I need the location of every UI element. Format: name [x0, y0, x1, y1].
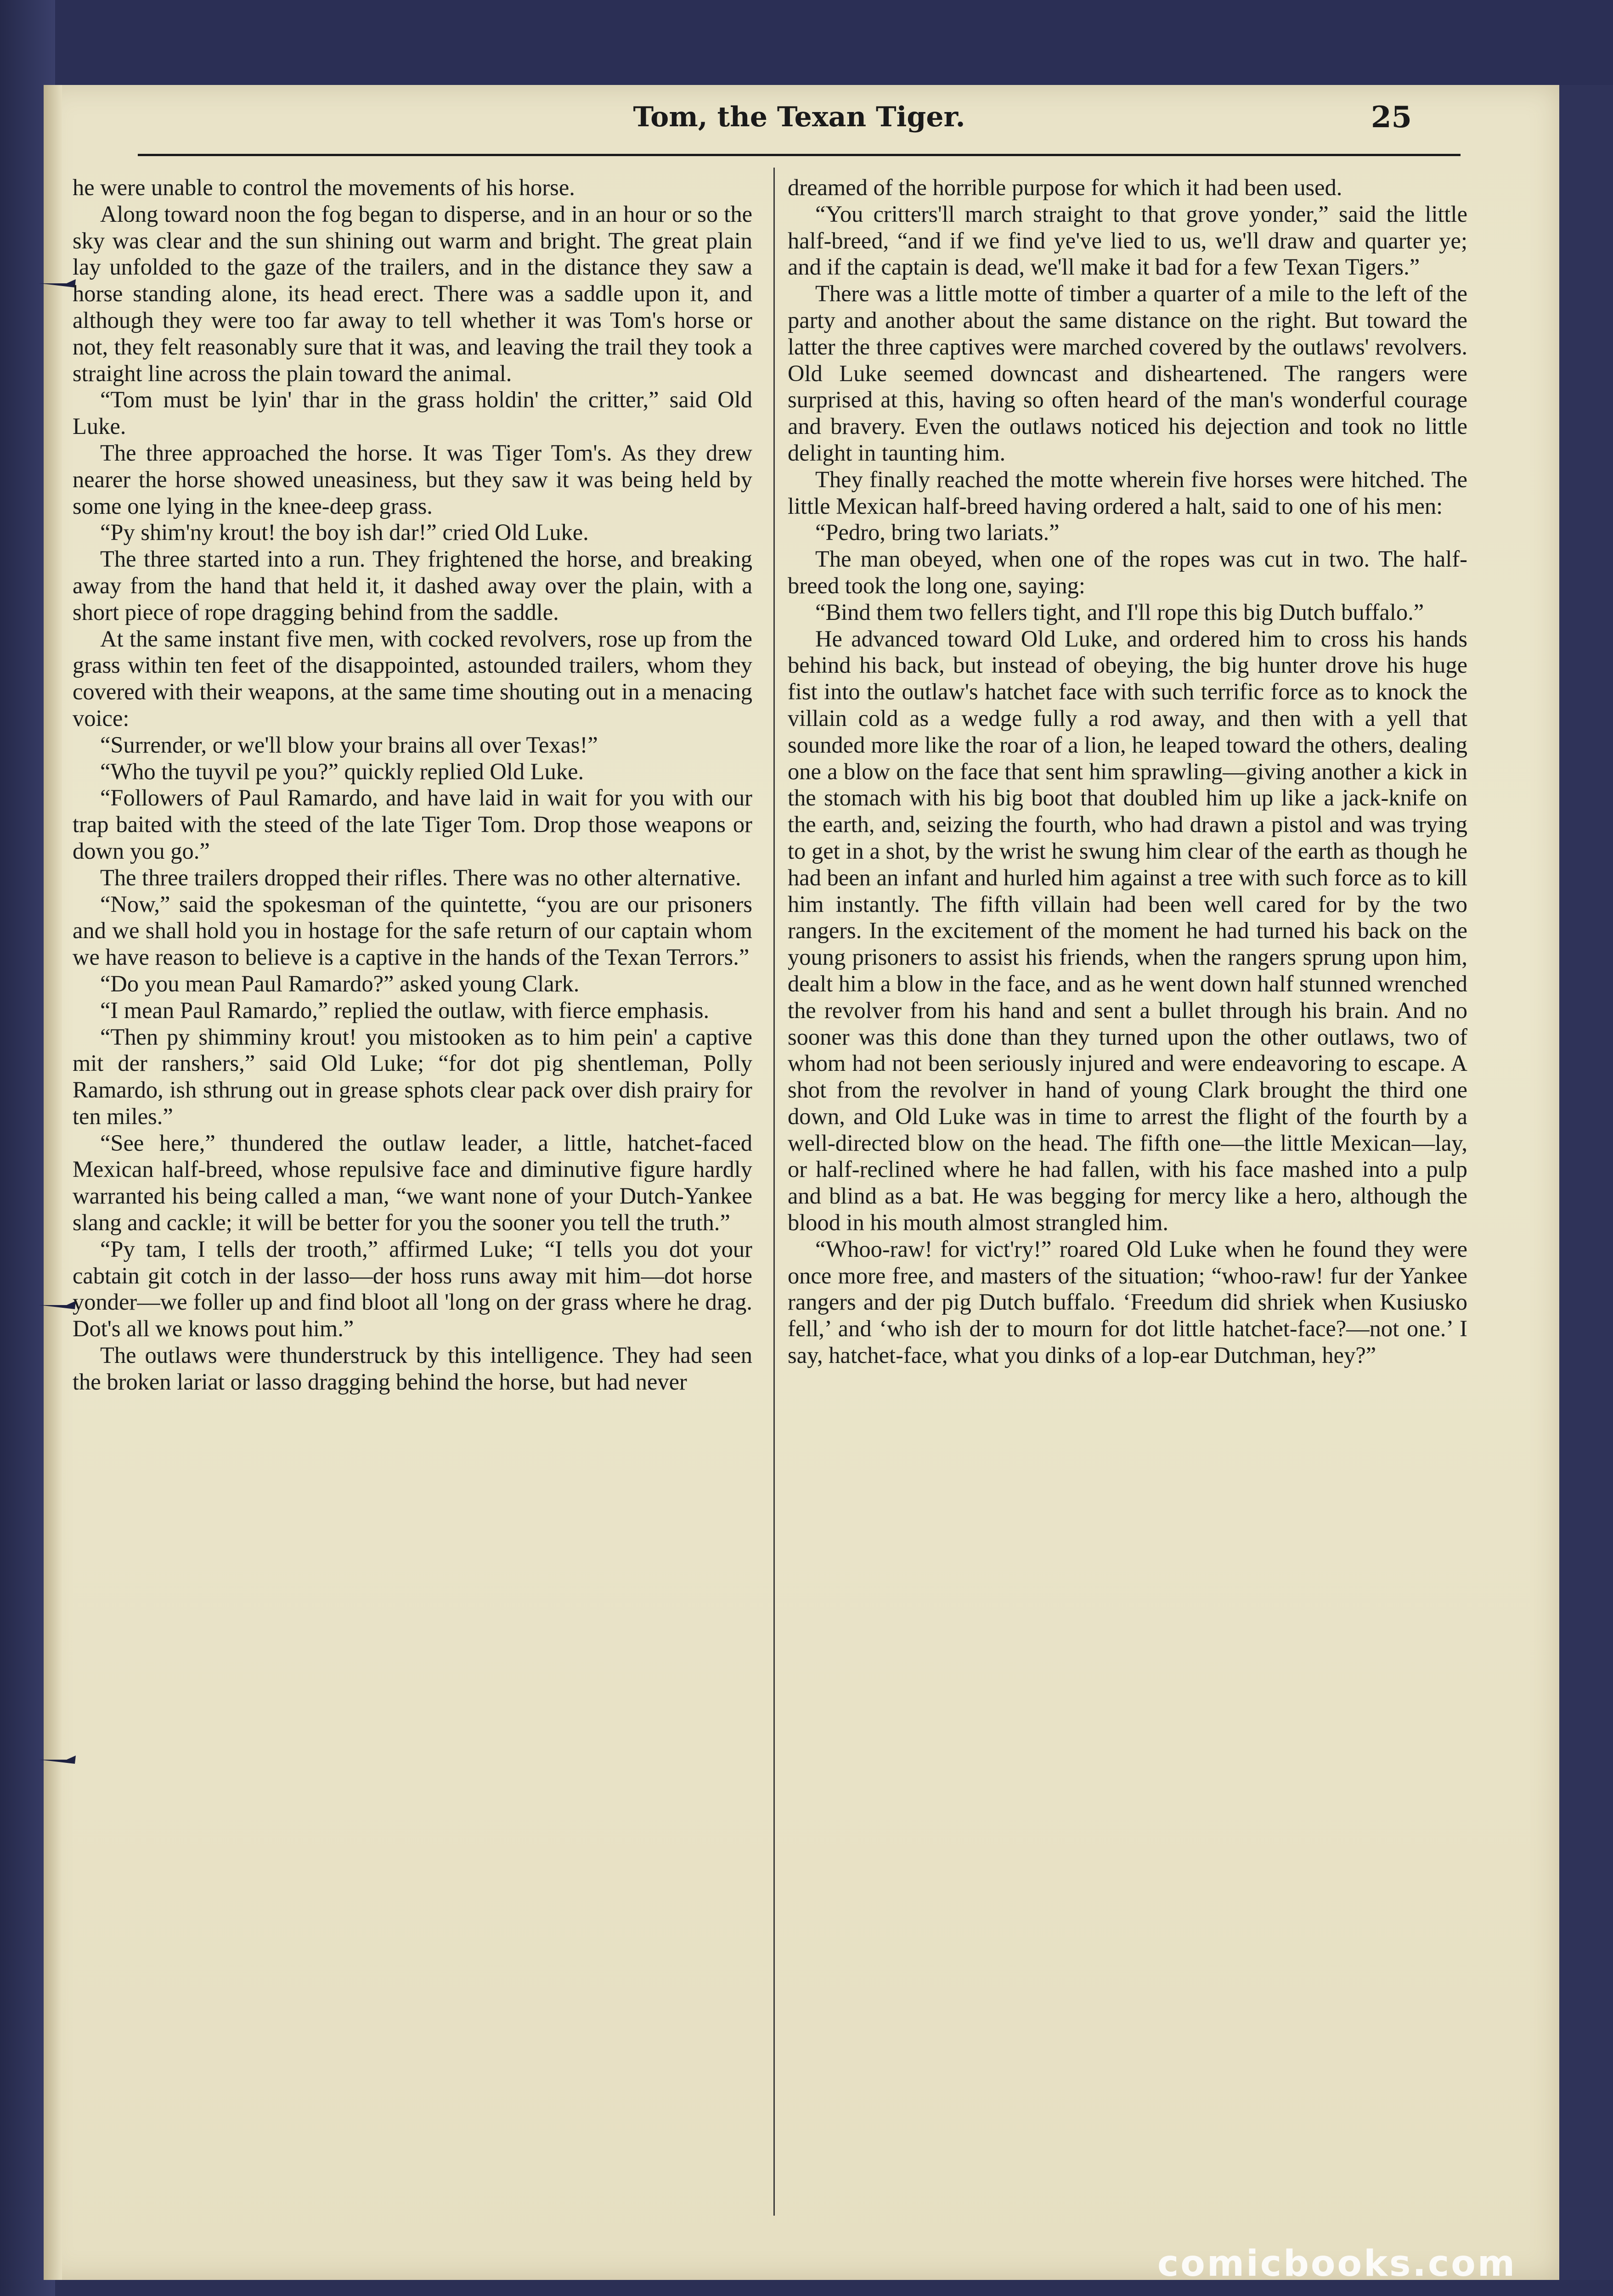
paragraph: “Whoo-raw! for vict'ry!” roared Old Luke when he found they were once more free, and masters of the situation; “whoo-raw! fur der Yankee rangers and der pig Dutch buffalo. ‘Freedum did shriek when Kusiusko fell,’ and ‘who ish der to mourn for dot little hatchet-face?—not one.’ I say, hatchet-face, what you dinks of a lop-ear Dutchman, hey?”	[788, 1236, 1467, 1368]
paragraph: “Who the tuyvil pe you?” quickly replied Old Luke.	[100, 758, 584, 784]
paragraph: “Py tam, I tells der trooth,” affirmed Luke; “I tells you dot your cabtain git cotch in der lasso—der hoss runs away mit him—dot horse yonder—we foller up and find bloot all 'long on der grass where he drag. Dot's all we knows pout him.”	[73, 1236, 752, 1342]
paragraph: “Tom must be lyin' thar in the grass holdin' the critter,” said Old Luke.	[73, 387, 752, 439]
paragraph: “Py shim'ny krout! the boy ish dar!” cried Old Luke.	[100, 519, 589, 546]
paragraph: The three approached the horse. It was Tiger Tom's. As they drew nearer the horse showed uneasiness, but they saw it was being held by some one lying in the knee-deep grass.	[73, 439, 752, 519]
column-divider	[773, 168, 775, 2216]
paragraph: The three started into a run. They frightened the horse, and breaking away from the hand that held it, it dashed away over the plain, with a short piece of rope dragging behind from the saddle.	[73, 546, 752, 625]
paragraph: The man obeyed, when one of the ropes was cut in two. The half-breed took the long one, saying:	[788, 546, 1467, 598]
binding-gutter	[44, 85, 62, 2280]
paragraph: Along toward noon the fog began to disperse, and in an hour or so the sky was clear and the sun shining out warm and bright. The great plain lay unfolded to the gaze of the trailers, and in the distance they saw a horse standing alone, its head erect. There was a saddle upon it, and although they were too far away to tell whether it was Tom's horse or not, they felt reasonably sure that it was, and leaving the trail they took a straight line across the plain toward the animal.	[73, 201, 752, 386]
paragraph: he were unable to control the movements of his horse.	[73, 174, 575, 200]
paragraph: “See here,” thundered the outlaw leader, a little, hatchet-faced Mexican half-breed, whose repulsive face and diminutive figure hardly warranted his being called a man, “we want none of your Dutch-Yankee slang and cackle; it will be better for you the sooner you tell the truth.”	[73, 1130, 752, 1236]
paragraph: “Do you mean Paul Ramardo?” asked young Clark.	[100, 970, 580, 996]
text-column-left	[73, 174, 752, 1396]
paragraph: The outlaws were thunderstruck by this intelligence. They had seen the broken lariat or lasso dragging behind the horse, but had never	[73, 1342, 752, 1395]
paragraph: “Surrender, or we'll blow your brains all over Texas!”	[100, 732, 598, 758]
paragraph: He advanced toward Old Luke, and ordered him to cross his hands behind his back, but instead of obeying, the big hunter drove his huge fist into the outlaw's hatchet face with such terrific force as to knock the villain cold as a wedge fully a rod away, and then with a yell that sounded more like the roar of a lion, he leaped toward the others, dealing one a blow on the face that sent him sprawling—giving another a kick in the stomach with his big boot that doubled him up like a jack-knife on the earth, and, seizing the fourth, who had drawn a pistol and was trying to get in a shot, by the wrist he swung him clear of the earth as though he had been an infant and hurled him against a tree with such force as to kill him instantly. The fifth villain had been well cared for by the two rangers. In the excitement of the moment he had turned his back on the young prisoners to assist his friends, when the rangers sprung upon him, dealt him a blow in the face, and as he went down half stunned wrenched the revolver from his hand and sent a bullet through his brain. And no sooner was this done than they turned upon the other outlaws, two of whom had not been seriously injured and were endeavoring to escape. A shot from the revolver in hand of young Clark brought the third one down, and Old Luke was in time to arrest the flight of the fourth by a well-directed blow on the head. The fifth one—the little Mexican—lay, or half-reclined where he had fallen, with his face mashed into a pulp and blind as a bat. He was begging for mercy like a hero, although the blood in his mouth almost strangled him.	[788, 625, 1467, 1236]
paragraph: The three trailers dropped their rifles. There was no other alternative.	[100, 864, 741, 890]
binding-stitch-icon	[39, 1752, 80, 1767]
paragraph: “You critters'll march straight to that grove yonder,” said the little half-breed, “and if we find ye've lied to us, we'll draw and quarter ye; and if the captain is dead, we'll make it bad for a few Texan Tigers.”	[788, 201, 1467, 280]
paragraph: “Pedro, bring two lariats.”	[815, 519, 1060, 546]
running-head-title: Tom, the Texan Tiger.	[633, 101, 965, 133]
page-number: 25	[1371, 100, 1412, 135]
watermark: comicbooks.com	[1157, 2243, 1517, 2285]
paragraph: “I mean Paul Ramardo,” replied the outlaw, with fierce emphasis.	[100, 997, 710, 1023]
text-column-right	[788, 174, 1467, 1369]
paragraph: They finally reached the motte wherein five horses were hitched. The little Mexican half-breed having ordered a halt, said to one of his men:	[788, 466, 1467, 519]
paragraph: “Bind them two fellers tight, and I'll rope this big Dutch buffalo.”	[815, 599, 1424, 625]
paragraph: dreamed of the horrible purpose for which it had been used.	[788, 174, 1342, 200]
paragraph: “Followers of Paul Ramardo, and have laid in wait for you with our trap baited with the steed of the late Tiger Tom. Drop those weapons or down you go.”	[73, 785, 752, 864]
paragraph: There was a little motte of timber a quarter of a mile to the left of the party and another about the same distance on the right. But toward the latter the three captives were marched covered by the outlaws' revolvers. Old Luke seemed downcast and disheartened. The rangers were surprised at this, having so often heard of the man's wonderful courage and bravery. Even the outlaws noticed his dejection and took no little delight in taunting him.	[788, 281, 1467, 466]
paragraph: “Now,” said the spokesman of the quintette, “you are our prisoners and we shall hold you in hostage for the safe return of our captain whom we have reason to believe is a captive in the hands of the Texan Terrors.”	[73, 891, 752, 970]
scan-background-right	[1559, 85, 1613, 2280]
paragraph: “Then py shimminy krout! you mistooken as to him pein' a captive mit der ranshers,” said Old Luke; “for dot pig shentleman, Polly Ramardo, ish sthrung out in grease sphots clear pack over dish prairy for ten miles.”	[73, 1024, 752, 1129]
header-rule	[138, 154, 1461, 156]
paragraph: At the same instant five men, with cocked revolvers, rose up from the grass within ten feet of the disappointed, astounded trailers, whom they covered with their weapons, at the same time shouting out in a menacing voice:	[73, 625, 752, 731]
